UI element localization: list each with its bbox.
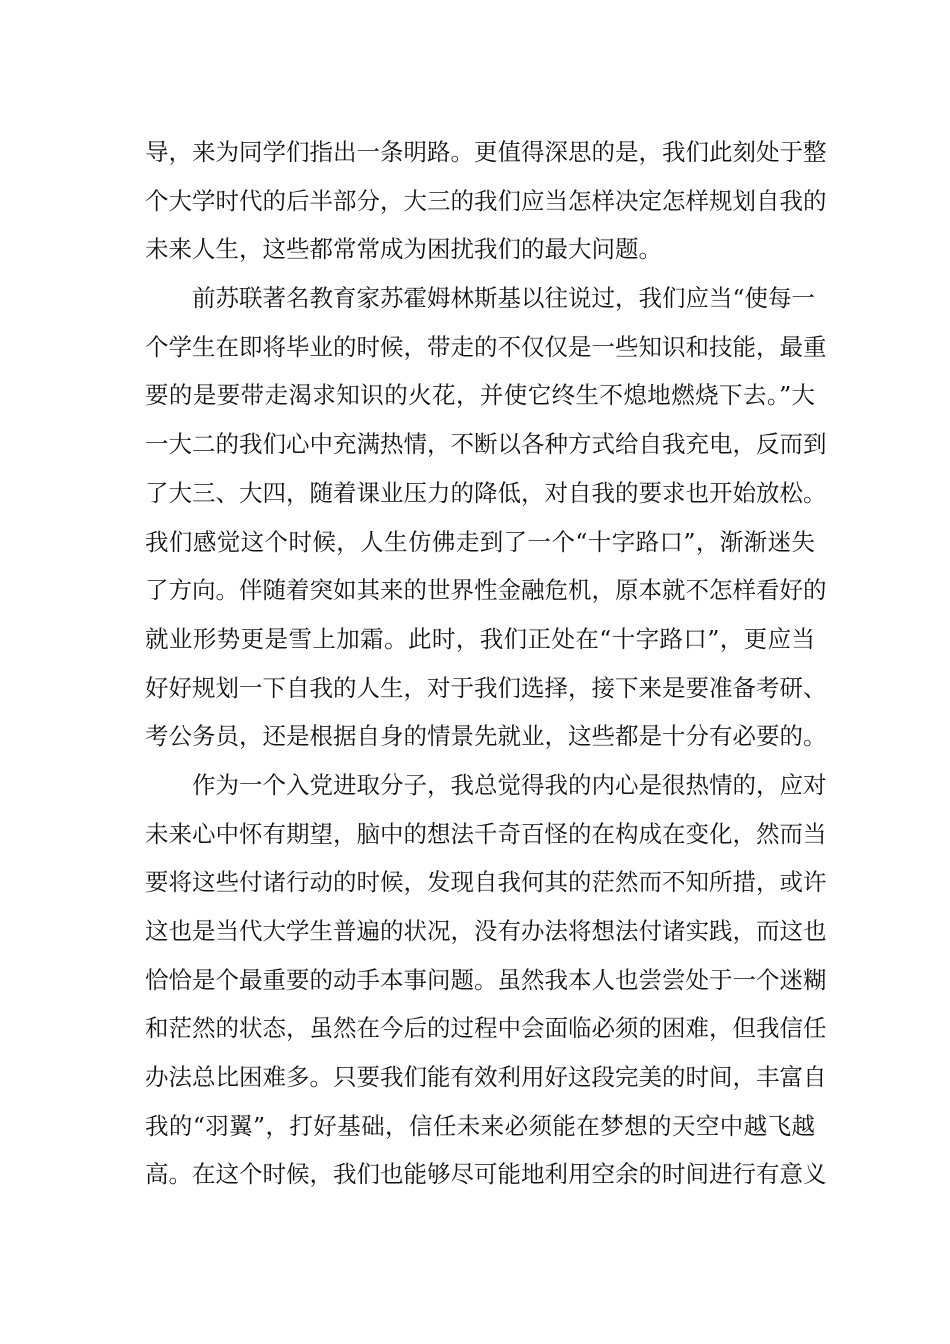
text-line: 好好规划一下自我的人生，对于我们选择，接下来是要准备考研、 — [145, 673, 827, 702]
text-line: 考公务员，还是根据自身的情景先就业，这些都是十分有必要的。 — [145, 722, 827, 751]
text-line: 个学生在即将毕业的时候，带走的不仅仅是一些知识和技能，最重 — [145, 332, 827, 361]
text-line: 要将这些付诸行动的时候，发现自我何其的茫然而不知所措，或许 — [145, 868, 827, 897]
text-line: 了大三、大四，随着课业压力的降低，对自我的要求也开始放松。 — [145, 478, 827, 507]
text-line: 这也是当代大学生普遍的状况，没有办法将想法付诸实践，而这也 — [145, 917, 827, 945]
text-line: 作为一个入党进取分子，我总觉得我的内心是很热情的，应对 — [192, 770, 827, 799]
text-line: 未来心中怀有期望，脑中的想法千奇百怪的在构成在变化，然而当 — [145, 819, 827, 848]
paragraph-2 — [145, 274, 827, 761]
text-line: 恰恰是个最重要的动手本事问题。虽然我本人也尝尝处于一个迷糊 — [145, 965, 827, 994]
text-line: 了方向。伴随着突如其来的世界性金融危机，原本就不怎样看好的 — [145, 576, 827, 605]
text-line: 个大学时代的后半部分，大三的我们应当怎样决定怎样规划自我的 — [145, 186, 827, 215]
paragraph-3 — [145, 761, 827, 1199]
paragraph-1 — [145, 128, 827, 274]
text-line: 导，来为同学们指出一条明路。更值得深思的是，我们此刻处于整 — [145, 138, 827, 166]
text-line: 我的“羽翼”，打好基础，信任未来必须能在梦想的天空中越飞越 — [145, 1111, 815, 1140]
text-line: 就业形势更是雪上加霜。此时，我们正处在“十字路口”，更应当 — [145, 624, 815, 653]
text-line: 前苏联著名教育家苏霍姆林斯基以往说过，我们应当“使每一 — [192, 284, 816, 313]
text-line: 我们感觉这个时候，人生仿佛走到了一个“十字路口”，渐渐迷失 — [145, 527, 815, 556]
text-line: 办法总比困难多。只要我们能有效利用好这段完美的时间，丰富自 — [145, 1063, 827, 1092]
text-line: 和茫然的状态，虽然在今后的过程中会面临必须的困难，但我信任 — [145, 1014, 827, 1043]
text-line: 未来人生，这些都常常成为困扰我们的最大问题。 — [145, 235, 662, 264]
text-line: 一大二的我们心中充满热情，不断以各种方式给自我充电，反而到 — [145, 430, 827, 459]
body-text — [145, 128, 827, 1199]
text-line: 要的是要带走渴求知识的火花，并使它终生不熄地燃烧下去。”大 — [145, 381, 815, 410]
text-line: 高。在这个时候，我们也能够尽可能地利用空余的时间进行有意义 — [145, 1160, 827, 1189]
